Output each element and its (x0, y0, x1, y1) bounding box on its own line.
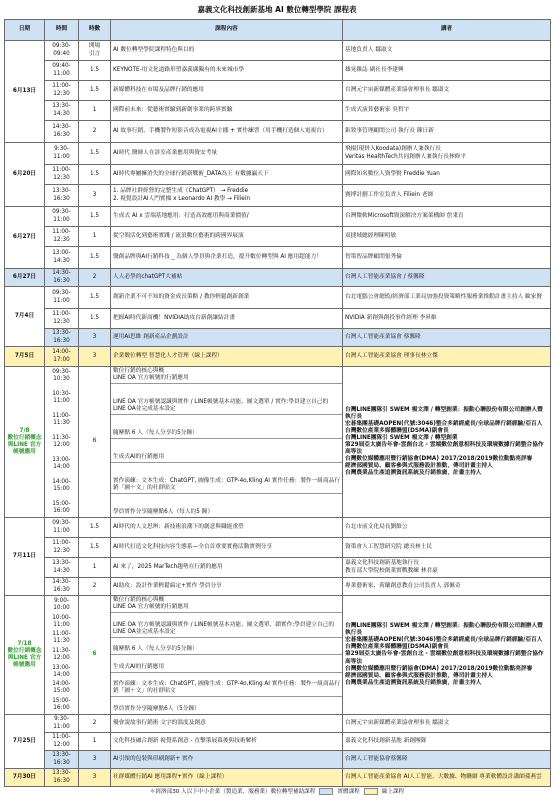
lecturer-cell: 智策智品牌顧問張秀倫 (343, 247, 551, 269)
lecturer-cell: 台灣人工智能產業協會 AI人工智能、大數據、物聯網 專業軟體設計講師孫燕雲 (343, 769, 551, 787)
header-date: 日期 (5, 20, 45, 41)
legend-yellow-label: 線上課程 (381, 789, 405, 795)
table-row (5, 518, 551, 538)
time-item: 10:30- 11:00 (52, 390, 71, 405)
time-item: 9:00-10:00 (53, 598, 70, 612)
time-cell: 11:00- 12:30 (45, 538, 79, 558)
time-cell: 11:00- 12:30 (45, 81, 79, 101)
content-cell: 生成式 AI x 雲端基地應用：打造高效應用與商業價值/ (111, 207, 343, 227)
content-item: 實作演練：文本生成：ChatGPT, 圖像生成：GTP-4o,Kling AI 實作任務：製作一組商品行銷「圖＋文」的社群貼文 (111, 680, 342, 697)
lecturer-cell: 嘉義文化科技創新基地執行長 教育部大學院校創業實戰教練 林君豪 (343, 558, 551, 578)
time-item: 11:30- 12:00 (52, 647, 71, 661)
header-row (5, 20, 551, 41)
table-row (5, 347, 551, 367)
lecturer-cell: 台灣人工智能產業協會 蔡馨隆 (343, 329, 551, 347)
lecturer-cell: 基地負責人 鄒淑文 (343, 41, 551, 61)
content-cell: 運用AI思維 創新產品企劃設計 (111, 329, 343, 347)
hours-cell: 1 (79, 733, 111, 751)
table-row (5, 329, 551, 347)
hours-cell: 3 (79, 185, 111, 207)
date-cell: 6月27日 (5, 269, 45, 287)
hours-cell: 3 (79, 329, 111, 347)
lecturer-cell: 資策會人工智慧研究院 總長林士民 (343, 538, 551, 558)
lecturer-cell: 双捷域總經理陳明敏 (343, 227, 551, 247)
lecturer-item: 經濟部國貿局、顧客參與式服務設計推動，傳司計畫主持人 (345, 463, 493, 470)
content-item: 學員實作分享隨摩點6人（每人約5 鐘） (113, 508, 214, 515)
content-cell: 把握AI時代新商機！NVIDIA助攻台新創讓結計畫 (111, 309, 343, 329)
lecturer-item: 宏碁集團基礎AOPEN(代號:3046)整合多銷經處長/全球品牌行銷經驗/亞百人 (345, 637, 543, 644)
hours-cell: 1.5 (79, 309, 111, 329)
time-item: 09:30- 10:30 (52, 369, 71, 383)
table-row (5, 41, 551, 61)
time-cell: 11:00- 12:00 (45, 733, 79, 751)
time-item: 13:00- 14:00 (52, 664, 71, 678)
time-cell: 09:30- 09:40 (45, 41, 79, 61)
table-row (5, 367, 551, 518)
lecturer-cell: 嘉義文化科技創新基地 新創團隊 (343, 733, 551, 751)
lecturer-list-cell (343, 367, 551, 518)
lecturer-cell: 雄晃雜誌 副社長李建興 (343, 61, 551, 81)
hours-cell: 3 (79, 769, 111, 787)
content-cell: 社群媒體行銷AI 應用課程+實作（線上課程） (111, 769, 343, 787)
hours-cell: 1.5 (79, 81, 111, 101)
hours-cell: 1 (79, 227, 111, 247)
content-cell: AI 數位轉型學院課程特色與目的 (111, 41, 343, 61)
time-cell: 09:40- 11:00 (45, 61, 79, 81)
table-row (5, 578, 551, 596)
header-lecturer: 講者 (343, 20, 551, 41)
legend-blue-label: 實體課程 (337, 789, 360, 795)
hours-cell: 1.5 (79, 538, 111, 558)
time-item: 15:00- 16:00 (52, 697, 71, 711)
content-cell: 新媒體科技在市場及品牌行銷的應用 (111, 81, 343, 101)
table-row (5, 751, 551, 769)
time-cell: 11:00- 12:30 (45, 227, 79, 247)
lecturer-cell: 專業藝術家、荷蘭創意教育公司負責人 郭佩奇 (343, 578, 551, 596)
schedule-table (4, 19, 551, 787)
lecturer-cell: NVIDIA 新創與創投事件經理 李昇維 (343, 309, 551, 329)
hours-cell: 6 (79, 367, 111, 518)
table-row (5, 715, 551, 733)
table-row (5, 538, 551, 558)
date-cell: 7月5日 (5, 347, 45, 367)
time-cell: 09:30- 11:00 (45, 518, 79, 538)
time-cell: 11:00- 12:30 (45, 165, 79, 185)
lecturer-item: 台灣LINE團隊引 SWEM 楊文澤 / 轉型創業：振動心聯股份有限公司創辦人暨執行長 (345, 406, 543, 420)
table-row (5, 185, 551, 207)
legend-note: ＊經濟部30 人以下中小企業（製造業、服務業）數位轉型補助課程 (149, 789, 316, 795)
time-cell: 14:00- 17:00 (45, 347, 79, 367)
lecturer-cell: 台灣人工智能協會蔡馨隆 (343, 751, 551, 769)
lecturer-item: 台灣數位產業多媒體聯盟(DSMA)副會長 (345, 427, 449, 434)
time-item: 14:00- 15:00 (52, 681, 71, 695)
page-title: 嘉義文化科技創新基地 AI 數位轉型學院 課程表 (197, 5, 357, 14)
time-item: 11:30- 12:00 (52, 434, 71, 448)
lecturer-cell: 台北電腦公會總監/經濟部工業局加強投資策略性服務業推動計畫主持人 歐家賢 (343, 287, 551, 309)
hours-cell: 開場 引言 (79, 41, 111, 61)
time-cell: 11:00- 12:30 (45, 309, 79, 329)
time-cell: 9:30-11:00 (45, 715, 79, 733)
hours-cell: 2 (79, 715, 111, 733)
hours-cell: 2 (79, 269, 111, 287)
content-item: 生成式AI的行銷應用 (111, 663, 342, 673)
content-cell: 1. 品牌社群經營的完整生成（ChatGPT） → Freddie 2. 視覺設計AI人門實操 x Leonardo AI 教學 → Filiein (111, 185, 343, 207)
time-item: 14:00- 15:00 (52, 478, 71, 492)
time-item: 11:00- 11:30 (52, 412, 71, 427)
table-row (5, 227, 551, 247)
lecturer-cell: 台北市前文化局長劉維公 (343, 518, 551, 538)
lecturer-item: 台灣LINE團隊引 SWEM 楊文澤 / 轉型創業 (345, 434, 458, 441)
header-time: 時間 (45, 20, 79, 41)
table-row (5, 558, 551, 578)
time-cell: 13:30- 16:30 (45, 751, 79, 769)
table-row (5, 81, 551, 101)
date-cell: 6月27日 (5, 207, 45, 269)
table-row (5, 101, 551, 121)
time-cell: 13:30- 16:30 (45, 769, 79, 787)
table-row (5, 287, 551, 309)
content-item: 實作演練：文本生成：ChatGPT, 圖像生成：GTP-4o,Kling AI 實作任務：製作一組商品行銷「圖＋文」的社群貼文 (111, 477, 342, 494)
hours-cell: 3 (79, 347, 111, 367)
content-cell: AI時代專屬擁消失的全球行銷新戰術_DATA為王 有數據贏天下 (111, 165, 343, 185)
time-item: 10:00- 11:00 (52, 614, 71, 628)
table-row (5, 143, 551, 165)
date-cell: 7月30日 (5, 769, 45, 787)
lecturer-list-cell (343, 596, 551, 715)
table-row (5, 165, 551, 185)
hours-cell: 6 (79, 596, 111, 715)
time-list-cell (45, 596, 79, 715)
date-cell: 7/8 數位行銷概念與LINE 官方帳號應用 (5, 367, 45, 518)
content-item: 隨摩點 6 人（每人分享約5分鐘） (111, 645, 342, 655)
lecturer-item: 台灣數位媒體應用暨行銷協會(DMA) 2017/2018/2019數位動點亮評審 (345, 456, 533, 463)
content-item: 數位行銷的核心與概 LINE OA 官方帳號的行銷應用 (111, 596, 342, 613)
hours-cell: 1.5 (79, 143, 111, 165)
content-cell: AI 故事行銷、手機製作短影音成為電視AI主播 + 實作練習（用手機打造個人電視台） (111, 121, 343, 143)
legend-swatch-blue (319, 788, 333, 795)
hours-cell: 1.5 (79, 518, 111, 538)
date-cell: 6月20日 (5, 143, 45, 207)
table-row (5, 269, 551, 287)
content-item: LINE OA 官方帳號認識與實作 / LINE帳號基本功能、圖文選單，鎖實作:學員建立自己的LINE OA並完成基本設定 (111, 621, 342, 638)
content-cell: 企業數位轉型 智慧化人才管理（線上課程） (111, 347, 343, 367)
hours-cell: 1.5 (79, 61, 111, 81)
legend-swatch-yellow (364, 788, 378, 795)
content-cell: 人人必學的chatGPT大補帖 (111, 269, 343, 287)
hours-cell: 1.5 (79, 247, 111, 269)
content-item: 學員實作分享隨摩點6人（5分鐘） (113, 705, 200, 712)
content-cell: 優會說故事行銷術 文字的溫度及創意 (111, 715, 343, 733)
hours-cell: 1.5 (79, 287, 111, 309)
table-row (5, 61, 551, 81)
header-content: 課程內容 (111, 20, 343, 41)
table-row (5, 309, 551, 329)
hours-cell: 1.5 (79, 207, 111, 227)
content-cell: AI時代的人文思辨：新技術浪潮下的創意與職能重塑 (111, 518, 343, 538)
lecturer-cell: 賽博計劃工作室負責人 Filiein 老師 (343, 185, 551, 207)
content-cell: 國際前未來：從藝術實驗到新創事業的跨界實驗 (111, 101, 343, 121)
content-cell: 創新企業不可不知的資金成長策略 / 教你輕鬆創新創業 (111, 287, 343, 309)
time-cell: 14:30- 16:30 (45, 578, 79, 596)
date-cell: 7月11日 (5, 518, 45, 596)
lecturer-item: 經濟部國貿局、顧客參與式服務設計推動，傳司計畫主持人 (345, 672, 493, 679)
content-list-cell (111, 596, 343, 715)
content-cell: 醫創品牌與AI行銷科技 _ 為個人學員與企業打造，提升數位轉型與 AI 應用超能力！ (111, 247, 343, 269)
lecturer-cell: 國際知名數位人資學賢 Freddie Yuan (343, 165, 551, 185)
lecturer-cell: 台灣元宇宙新媒體產業協會理事長 鄒淑文 (343, 715, 551, 733)
content-item: 數位行銷的核心與概 LINE OA 官方帳號的行銷應用 (111, 367, 342, 384)
lecturer-item: 台灣數位產業多媒體聯盟(DSMA)副會長 (345, 644, 449, 651)
content-cell: AI 來了，2025 MarTech趨勢在行銷的應用 (111, 558, 343, 578)
content-item: LINE OA 官方帳號認識與實作 / LINE帳號基本功能、圖文選單 / 實作:學員建立自己的LINE OA並完成基本設定 (111, 398, 342, 415)
time-item: 11:00- 11:30 (52, 631, 71, 645)
content-cell: KEYNOTE-用文化道路形塑嘉義縣獨有的未來城市學 (111, 61, 343, 81)
date-cell: 7/18 數位行銷概念與LINE 官方帳號應用 (5, 596, 45, 715)
table-row (5, 121, 551, 143)
lecturer-cell: 生成式演算藝術家 吳哲宇 (343, 101, 551, 121)
lecturer-cell: 台灣人工智能產業協會 / 蔡馨隆 (343, 269, 551, 287)
hours-cell: 1 (79, 558, 111, 578)
lecturer-cell: 飛揚(現併入Koodata)創辦人兼執行長 Veritas HealthTech共同創辦人兼執行長林修平 (343, 143, 551, 165)
content-cell: AI引領的包裝與印刷創新+ 實作 (111, 751, 343, 769)
content-cell: AI時代打造文化科技內容生態系—全台首重要實務活動實例分享 (111, 538, 343, 558)
content-cell: AI時代 醫師人在診室產業應用與資安考量 (111, 143, 343, 165)
hours-cell: 3 (79, 751, 111, 769)
lecturer-cell: 台灣人工智能產業協會 理事長林立傑 (343, 347, 551, 367)
date-cell: 7月4日 (5, 287, 45, 347)
table-row (5, 769, 551, 787)
time-cell: 13:30- 16:30 (45, 185, 79, 207)
time-item: 15:00- 16:00 (52, 500, 71, 514)
time-cell: 9:30- 11:00 (45, 143, 79, 165)
lecturer-item: 宏碁集團基礎AOPEN(代號:3046)整合多銷經處長/全球品牌行銷經驗/亞百人 (345, 420, 543, 427)
lecturer-item: 第29屆亞太廣告年會-雲創台北 - 雲端數位創意相科技及環境數據行銷整合協作高等法 (345, 651, 544, 665)
date-cell: 6月13日 (5, 41, 45, 143)
lecturer-item: 台灣農業品生產追溯資訊系統及行銷推廣，計畫主持人 (345, 679, 482, 686)
content-item: 生成式AI的行銷應用 (111, 453, 342, 463)
table-row (5, 733, 551, 751)
time-list-cell (45, 367, 79, 518)
time-cell: 13:30- 14:30 (45, 558, 79, 578)
hours-cell: 2 (79, 121, 111, 143)
content-cell: 從空間活化到藝術實踐 / 流浪數位藝術的跨國界展演 (111, 227, 343, 247)
content-list-cell (111, 367, 343, 518)
hours-cell: 1 (79, 101, 111, 121)
time-cell: 14:30- 16:30 (45, 121, 79, 143)
content-cell: 文化科技融合創新 視覺系創意 - 直擊策展幕後與技術解析 (111, 733, 343, 751)
time-cell: 09:30- 11:00 (45, 207, 79, 227)
time-cell: 09:30- 11:00 (45, 287, 79, 309)
time-item: 13:00- 14:00 (52, 456, 71, 470)
lecturer-item: 第29屆亞太廣告年會-雲創台北 - 雲端數位創意相科技及環境數據行銷整合協作高等法 (345, 442, 544, 456)
lecturer-cell: 台灣微軟Microsoft資深解決方案架構師 詹秉育 (343, 207, 551, 227)
lecturer-item: 台灣LINE團隊引 SWEM 楊文澤 / 轉型創業：振動心聯股份有限公司創辦人暨執行長 (345, 623, 543, 637)
table-row (5, 596, 551, 715)
header-hours: 時數 (79, 20, 111, 41)
time-cell: 13:30- 16:30 (45, 329, 79, 347)
table-row (5, 207, 551, 227)
content-item: 隨摩點 6 人（每人分享約5分鐘） (111, 429, 342, 439)
legend (0, 787, 554, 795)
lecturer-cell: 台灣元宇宙新媒體產業協會理事長 鄒淑文 (343, 81, 551, 101)
time-cell: 14:30- 16:30 (45, 269, 79, 287)
hours-cell: 1.5 (79, 165, 111, 185)
lecturer-cell: 鉅敘事管理顧問公司 執行長 陳日新 (343, 121, 551, 143)
lecturer-item: 台灣數位媒體應用暨行銷協會(DMA) 2017/2018/2019數位動點亮評審 (345, 665, 533, 672)
time-cell: 13:00- 14:30 (45, 247, 79, 269)
time-cell: 13:30- 14:30 (45, 101, 79, 121)
lecturer-item: 台灣農業品生產追溯資訊系統及行銷推廣，計畫主持人 (345, 470, 482, 477)
table-row (5, 247, 551, 269)
content-cell: AI助攻：設計作業輕鬆搞定+實作 學員分享 (111, 578, 343, 596)
hours-cell: 2 (79, 578, 111, 596)
date-cell: 7月25日 (5, 715, 45, 769)
